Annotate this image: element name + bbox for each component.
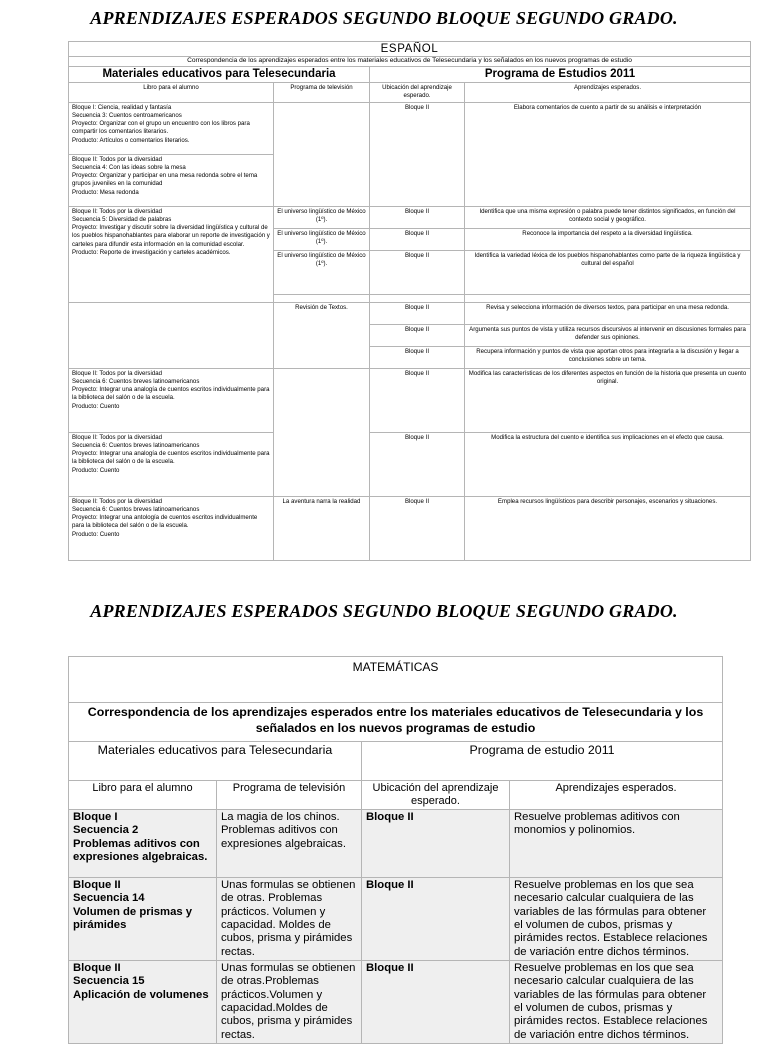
espanol-apr-cell: Argumenta sus puntos de vista y utiliza recursos discursivos al intervenir en discusiones formales para defender sus opiniones. (465, 324, 751, 346)
espanol-apr-cell: Revisa y selecciona información de diversos textos, para participar en una mesa redonda. (465, 302, 751, 324)
espanol-tv-cell: El universo lingüístico de México (1º). (274, 206, 370, 228)
espanol-col-ubic: Ubicación del aprendizaje esperado. (370, 82, 465, 102)
espanol-ubic-cell: Bloque II (370, 206, 465, 228)
matematicas-col-tv: Programa de televisión (217, 781, 362, 810)
espanol-subject: ESPAÑOL (69, 42, 751, 57)
espanol-apr-cell: Recupera información y puntos de vista que aportan otros para integrarla a la discusión y llegar a conclusiones sobre un tema. (465, 346, 751, 368)
espanol-table (68, 41, 751, 561)
espanol-tv-cell: El universo lingüístico de México (1º). (274, 228, 370, 250)
table-row (69, 877, 723, 960)
espanol-ubic-cell (370, 294, 465, 302)
espanol-col-apr: Aprendizajes esperados. (465, 82, 751, 102)
espanol-libro-cell: Bloque II: Todos por la diversidad Secuencia 4: Con las ideas sobre la mesa Proyecto: Organizar y participar en una mesa redonda sobre el tema grupos juveniles en la comunidad Producto: Mesa redonda (69, 154, 274, 206)
espanol-apr-cell: Identifica la variedad léxica de los pueblos hispanohablantes como parte de la riqueza lingüística y cultural del español (465, 250, 751, 294)
matematicas-ubic-cell: Bloque II (362, 877, 510, 960)
espanol-col-tv: Programa de televisión (274, 82, 370, 102)
espanol-libro-cell: Bloque II: Todos por la diversidad Secuencia 6: Cuentos breves latinoamericanos Proyecto: Integrar una analogía de cuentos escritos individualmente para la biblioteca del salón o de la escuela. Producto: Cuento (69, 368, 274, 432)
matematicas-group-right: Programa de estudio 2011 (362, 742, 723, 781)
espanol-libro-cell: Bloque II: Todos por la diversidad Secuencia 6: Cuentos breves latinoamericanos Proyecto: Integrar una analogía de cuentos escritos individualmente para la biblioteca del salón o de la escuela. Producto: Cuento (69, 432, 274, 496)
espanol-ubic-cell: Bloque II (370, 432, 465, 496)
matematicas-apr-cell: Resuelve problemas aditivos con monomios y polinomios. (510, 809, 723, 877)
table-row (69, 809, 723, 877)
espanol-libro-cell: Bloque II: Todos por la diversidad Secuencia 6: Cuentos breves latinoamericanos Proyecto: Integrar una antología de cuentos escritos individualmente para la biblioteca del salón o de la escuela. Producto: Cuento (69, 496, 274, 560)
espanol-tv-cell (274, 294, 370, 302)
espanol-ubic-cell: Bloque II (370, 346, 465, 368)
matematicas-ubic-cell: Bloque II (362, 960, 510, 1043)
espanol-apr-cell: Identifica que una misma expresión o palabra puede tener distintos significados, en función del contexto social y geográfico. (465, 206, 751, 228)
matematicas-apr-cell: Resuelve problemas en los que sea necesario calcular cualquiera de las variables de las fórmulas para obtener el volumen de cubos, prismas y pirámides rectos. Establece relaciones de variación entre dichos términos. (510, 877, 723, 960)
matematicas-ubic-cell: Bloque II (362, 809, 510, 877)
espanol-tv-cell: El universo lingüístico de México (1º). (274, 250, 370, 294)
matematicas-apr-cell: Resuelve problemas en los que sea necesario calcular cualquiera de las variables de las fórmulas para obtener el volumen de cubos, prismas y pirámides rectos. Establece relaciones de variación entre dichos términos. (510, 960, 723, 1043)
matematicas-tv-cell: Unas formulas se obtienen de otras.Problemas prácticos.Volumen y capacidad.Moldes de cubos, prisma y pirámides rectas. (217, 960, 362, 1043)
espanol-ubic-cell: Bloque II (370, 368, 465, 432)
espanol-group-left: Materiales educativos para Telesecundaria (69, 66, 370, 82)
espanol-apr-cell: Elabora comentarios de cuento a partir de su análisis e interpretación (465, 102, 751, 206)
matematicas-libro-cell: Bloque II Secuencia 14 Volumen de prismas y pirámides (69, 877, 217, 960)
matematicas-libro-cell: Bloque I Secuencia 2 Problemas aditivos con expresiones algebraicas. (69, 809, 217, 877)
espanol-libro-cell: Bloque I: Ciencia, realidad y fantasía Secuencia 3: Cuentos centroamericanos Proyecto: Organizar con el grupo un encuentro con los libros para compartir los comentarios literarios. Producto: Artículos o comentarios literarios. (69, 102, 274, 154)
espanol-libro-cell: Bloque II: Todos por la diversidad Secuencia 5: Diversidad de palabras Proyecto: Investigar y discutir sobre la diversidad lingüística y cultural de los pueblos hispanohablantes para elaborar un reporte de investigación y carteles para difundir esta información en la comunidad escolar. Producto: Reporte de investigación y carteles académicos. (69, 206, 274, 302)
matematicas-table (68, 656, 723, 1044)
matematicas-col-ubic: Ubicación del aprendizaje esperado. (362, 781, 510, 810)
matematicas-libro-cell: Bloque II Secuencia 15 Aplicación de volumenes (69, 960, 217, 1043)
matematicas-correspondence: Correspondencia de los aprendizajes esperados entre los materiales educativos de Telesecundaria y los señalados en los nuevos programas de estudio (69, 703, 723, 742)
espanol-ubic-cell: Bloque II (370, 496, 465, 560)
espanol-tv-cell (274, 368, 370, 496)
espanol-apr-cell: Emplea recursos lingüísticos para describir personajes, escenarios y situaciones. (465, 496, 751, 560)
espanol-libro-cell (69, 302, 274, 368)
espanol-correspondence: Correspondencia de los aprendizajes esperados entre los materiales educativos de Telesecundaria y los señalados en los nuevos programas de estudio (69, 57, 751, 67)
espanol-apr-cell (465, 294, 751, 302)
espanol-apr-cell: Modifica la estructura del cuento e identifica sus implicaciones en el efecto que causa. (465, 432, 751, 496)
espanol-tv-cell: Revisión de Textos. (274, 302, 370, 368)
matematicas-tv-cell: Unas formulas se obtienen de otras. Problemas prácticos. Volumen y capacidad. Moldes de cubos, prisma y pirámides rectas. (217, 877, 362, 960)
matematicas-subject: MATEMÁTICAS (69, 657, 723, 703)
heading-matematicas: APRENDIZAJES ESPERADOS SEGUNDO BLOQUE SEGUNDO GRADO. (90, 601, 678, 621)
espanol-tv-cell (274, 102, 370, 206)
espanol-apr-cell: Reconoce la importancia del respeto a la diversidad lingüística. (465, 228, 751, 250)
espanol-ubic-cell: Bloque II (370, 102, 465, 206)
matematicas-col-apr: Aprendizajes esperados. (510, 781, 723, 810)
espanol-col-libro: Libro para el alumno (69, 82, 274, 102)
espanol-group-right: Programa de Estudios 2011 (370, 66, 751, 82)
matematicas-group-left: Materiales educativos para Telesecundaria (69, 742, 362, 781)
table-row (69, 960, 723, 1043)
espanol-ubic-cell: Bloque II (370, 302, 465, 324)
espanol-ubic-cell: Bloque II (370, 324, 465, 346)
espanol-ubic-cell: Bloque II (370, 228, 465, 250)
matematicas-tv-cell: La magia de los chinos. Problemas aditivos con expresiones algebraicas. (217, 809, 362, 877)
matematicas-col-libro: Libro para el alumno (69, 781, 217, 810)
espanol-tv-cell: La aventura narra la realidad (274, 496, 370, 560)
heading-espanol: APRENDIZAJES ESPERADOS SEGUNDO BLOQUE SEGUNDO GRADO. (90, 8, 678, 28)
espanol-ubic-cell: Bloque II (370, 250, 465, 294)
espanol-apr-cell: Modifica las características de los diferentes aspectos en función de la historia que presenta un cuento original. (465, 368, 751, 432)
